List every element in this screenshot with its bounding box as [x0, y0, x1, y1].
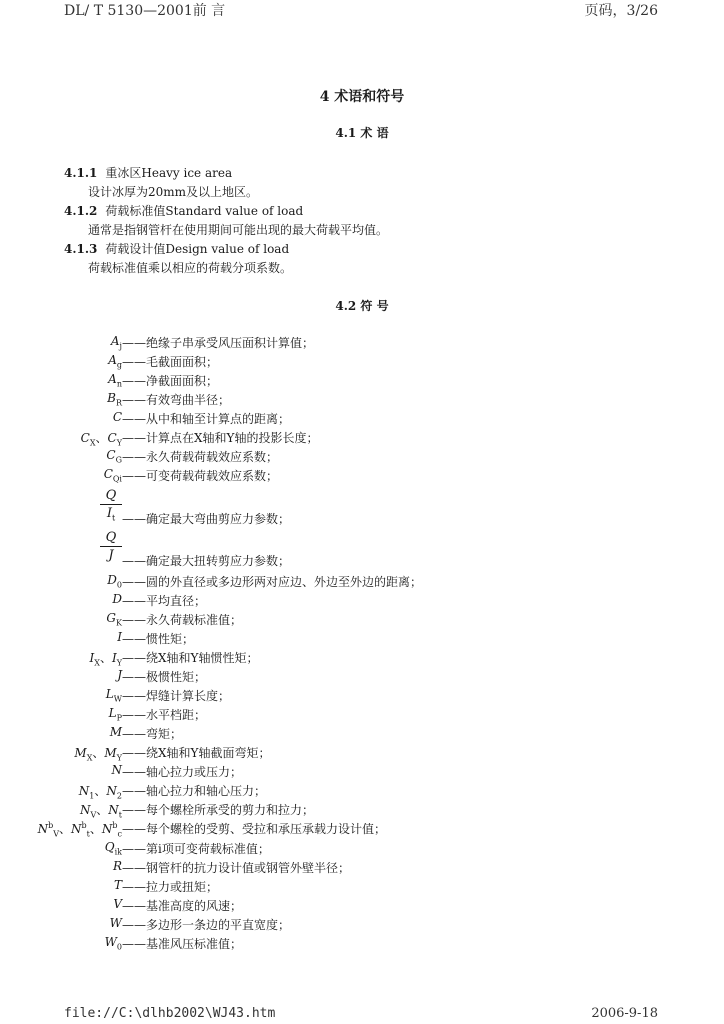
- symbol-subscript: X: [89, 438, 96, 448]
- symbol-base: D: [107, 573, 117, 587]
- symbol-description: ——有效弯曲半径；: [122, 393, 231, 407]
- symbol-row: [0, 630, 724, 648]
- symbol-row: [0, 859, 724, 877]
- symbol: $M_X$、$M_Y$: [74, 746, 122, 763]
- symbol-row: [0, 372, 724, 390]
- symbol-row: [0, 763, 724, 781]
- symbol-row: [0, 782, 724, 800]
- symbol-description: ——平均直径；: [122, 594, 207, 608]
- symbol-subscript: V: [53, 829, 60, 839]
- symbol: $C_X$、$C_Y$: [80, 431, 122, 448]
- symbol-base: I: [106, 506, 112, 521]
- symbol-base: G: [106, 611, 117, 625]
- symbol-row: [0, 897, 724, 915]
- term-number: 4.1.1: [64, 166, 98, 180]
- symbol-base: J: [117, 668, 122, 682]
- symbol-subscript: Y: [116, 438, 122, 448]
- symbol-subscript: V: [90, 810, 97, 820]
- symbol-base: I: [111, 651, 117, 665]
- symbol-row: [0, 706, 724, 724]
- symbol-description: ——绝缘子串承受风压面积计算值；: [122, 336, 315, 350]
- symbol: [113, 859, 122, 875]
- symbol-row: [0, 611, 724, 629]
- symbol-subscript: Y: [116, 658, 122, 668]
- symbol-description: ——确定最大弯曲剪应力参数；: [122, 512, 291, 526]
- symbol-subscript: W: [113, 694, 122, 704]
- symbol-row: [0, 916, 724, 934]
- symbol-row: [0, 725, 724, 743]
- symbol-subscript: Qi: [112, 474, 122, 484]
- symbol-base: C: [106, 448, 116, 462]
- symbol-description: ——焊缝计算长度；: [122, 689, 231, 703]
- symbol-description: ——绕X轴和Y轴惯性矩；: [122, 651, 259, 665]
- symbol-row: [0, 467, 724, 485]
- footer-file-path: file://C:\dlhb2002\WJ43.htm: [64, 1006, 276, 1021]
- symbol-row: [0, 592, 724, 610]
- symbol-description: ——毛截面面积；: [122, 355, 219, 369]
- symbol: [106, 448, 122, 464]
- symbol-base: A: [110, 334, 120, 348]
- symbol: [112, 763, 123, 779]
- symbol-description: ——每个螺栓所承受的剪力和拉力；: [122, 803, 315, 817]
- term-name: 荷载标准值Standard value of load: [105, 204, 304, 218]
- symbol-base: C: [107, 431, 117, 445]
- symbol-row: [0, 668, 724, 686]
- section-title: 4 术语和符号: [319, 89, 405, 105]
- symbol: [108, 372, 122, 388]
- fraction-numerator: Q: [100, 530, 122, 547]
- symbol-subscript: t: [111, 513, 116, 523]
- symbol-base: L: [108, 706, 117, 720]
- symbol-description: ——从中和轴至计算点的距离；: [122, 412, 291, 426]
- symbol: [109, 706, 122, 722]
- symbol: $N_V$、$N_t$: [79, 803, 122, 820]
- symbol-row: [0, 687, 724, 705]
- symbol-base: I: [117, 630, 122, 644]
- symbol-fraction: [100, 488, 122, 523]
- symbol-description: ——拉力或扭矩；: [122, 880, 219, 894]
- symbol-row: [0, 801, 724, 819]
- symbol-base: V: [113, 897, 122, 911]
- term-name: 重冰区Heavy ice area: [105, 166, 233, 180]
- symbol-description: ——轴心拉力或压力；: [122, 765, 243, 779]
- symbol: [107, 391, 122, 407]
- term-3: [64, 240, 289, 257]
- symbol-description: ——净截面面积；: [122, 374, 219, 388]
- symbol-base: L: [105, 687, 114, 701]
- symbol-base: N: [79, 803, 91, 817]
- symbol-superscript: b: [81, 821, 87, 830]
- symbol: [108, 353, 122, 369]
- symbol-subscript: 2: [116, 791, 122, 801]
- symbol: $N_1$、$N_2$: [78, 784, 122, 801]
- symbol-base: A: [108, 372, 117, 386]
- symbol-subscript: X: [94, 658, 100, 668]
- symbol-description: ——计算点在X轴和Y轴的投影长度；: [122, 431, 319, 445]
- footer-date: 2006-9-18: [591, 1006, 658, 1021]
- symbol-description: ——极惯性矩；: [122, 670, 207, 684]
- symbol-base: Q: [104, 840, 115, 854]
- symbol-subscript: ik: [114, 847, 122, 857]
- symbol-row: [0, 429, 724, 447]
- symbol-base: D: [112, 592, 122, 606]
- symbol-description: ——永久荷载荷载效应系数；: [122, 450, 279, 464]
- symbol-base: N: [78, 784, 90, 798]
- symbol-base: N: [37, 822, 49, 836]
- term-name: 荷载设计值Design value of load: [105, 242, 290, 256]
- symbol: [106, 687, 122, 703]
- symbol-description: ——绕X轴和Y轴截面弯矩；: [122, 746, 271, 760]
- symbol-description: ——惯性矩；: [122, 632, 195, 646]
- terms-heading: 4.1 术 语: [335, 126, 389, 140]
- symbol-base: C: [80, 431, 90, 445]
- symbol-row: [0, 573, 724, 591]
- symbol-subscript: G: [115, 455, 122, 465]
- symbol-base: I: [89, 651, 95, 665]
- symbol-description: ——第i项可变荷载标准值；: [122, 842, 270, 856]
- term-number: 4.1.2: [64, 204, 98, 218]
- symbol: [113, 897, 122, 913]
- symbol: $I_X$、$I_Y$: [89, 651, 122, 668]
- symbols-heading: 4.2 符 号: [335, 299, 389, 313]
- symbol-base: A: [108, 353, 117, 367]
- symbol-subscript: 1: [89, 791, 95, 801]
- symbol-subscript: K: [116, 618, 122, 628]
- symbol-row: [0, 935, 724, 953]
- symbol: [112, 592, 122, 608]
- symbol-row: [0, 353, 724, 371]
- term-definition: 荷载标准值乘以相应的荷载分项系数。: [88, 261, 293, 275]
- symbol: [110, 916, 122, 932]
- symbol-base: M: [109, 725, 122, 739]
- symbol-base: N: [71, 822, 82, 836]
- symbol-base: W: [104, 935, 117, 949]
- symbol-base: W: [109, 916, 122, 930]
- symbol-subscript: t: [118, 810, 122, 820]
- symbol-subscript: j: [119, 341, 122, 351]
- symbol: [113, 410, 122, 426]
- symbol-subscript: Y: [116, 753, 122, 763]
- symbol: [105, 840, 122, 856]
- symbol-base: T: [113, 878, 122, 892]
- symbol-row: [0, 649, 724, 667]
- symbol-row: [0, 840, 724, 858]
- term-definition: 通常是指钢管杆在使用期间可能出现的最大荷载平均值。: [88, 223, 389, 237]
- symbol: [106, 611, 122, 627]
- symbol: [107, 573, 122, 589]
- symbol-description: ——基准风压标准值；: [122, 937, 243, 951]
- symbol-superscript: b: [48, 821, 54, 830]
- symbol-base: R: [112, 859, 122, 873]
- fraction-numerator: Q: [100, 488, 122, 505]
- symbol-subscript: R: [115, 398, 122, 408]
- symbol-base: N: [101, 822, 113, 836]
- symbol-subscript: 0: [116, 942, 122, 952]
- symbol-base: C: [112, 410, 122, 424]
- symbol: [110, 725, 122, 741]
- symbol-fraction: [100, 530, 122, 565]
- symbol-base: N: [106, 784, 117, 798]
- symbol-description: ——多边形一条边的平直宽度；: [122, 918, 291, 932]
- symbol-base: M: [104, 746, 117, 760]
- symbol-description: ——钢管杆的抗力设计值或钢管外壁半径；: [122, 861, 351, 875]
- symbol-description: ——基准高度的风速；: [122, 899, 243, 913]
- symbol-row: [0, 820, 724, 838]
- symbol: [104, 467, 122, 483]
- symbol-description: ——水平档距；: [122, 708, 207, 722]
- symbol-description: ——每个螺栓的受剪、受拉和承压承载力设计值；: [122, 822, 387, 836]
- symbol-subscript: g: [116, 360, 122, 370]
- symbol-description: ——可变荷载荷载效应系数；: [122, 469, 279, 483]
- symbol-description: ——弯矩；: [122, 727, 183, 741]
- term-1: [64, 164, 232, 181]
- symbol-base: N: [111, 763, 122, 777]
- symbol-base: N: [108, 803, 119, 817]
- fraction-denominator: [100, 547, 122, 565]
- term-number: 4.1.3: [64, 242, 98, 256]
- symbol-base: J: [108, 548, 114, 563]
- symbol-row: [0, 744, 724, 762]
- symbol: $N^b_V$、$N^b_t$、$N^b_c$: [37, 821, 122, 839]
- symbol-row: [0, 448, 724, 466]
- page-header-title: DL/ T 5130—2001前 言: [64, 3, 226, 19]
- page-number: 页码，3/26: [584, 3, 658, 19]
- symbol: [105, 935, 122, 951]
- symbol-subscript: 0: [116, 580, 122, 590]
- symbol-row: [0, 878, 724, 896]
- symbol-subscript: P: [116, 713, 122, 723]
- symbol-description: ——圆的外直径或多边形两对应边、外边至外边的距离；: [122, 575, 423, 589]
- fraction-denominator: [100, 505, 122, 523]
- symbol-subscript: X: [86, 753, 93, 763]
- symbol-description: ——轴心拉力和轴心压力；: [122, 784, 267, 798]
- symbol-base: M: [74, 746, 87, 760]
- symbol-description: ——确定最大扭转剪应力参数；: [122, 554, 291, 568]
- term-definition: 设计冰厚为20mm及以上地区。: [88, 185, 259, 199]
- symbol: [111, 334, 122, 350]
- symbol-superscript: b: [112, 821, 118, 830]
- symbol-row: [0, 334, 724, 352]
- symbol-subscript: c: [117, 829, 122, 839]
- symbol-row: [0, 410, 724, 428]
- symbol-description: ——永久荷载标准值；: [122, 613, 243, 627]
- symbol: [114, 878, 122, 894]
- symbol-subscript: n: [116, 379, 122, 389]
- symbol-base: B: [107, 391, 116, 405]
- symbol-base: C: [103, 467, 113, 481]
- term-2: [64, 202, 303, 219]
- symbol-subscript: t: [86, 829, 90, 839]
- symbol-row: [0, 391, 724, 409]
